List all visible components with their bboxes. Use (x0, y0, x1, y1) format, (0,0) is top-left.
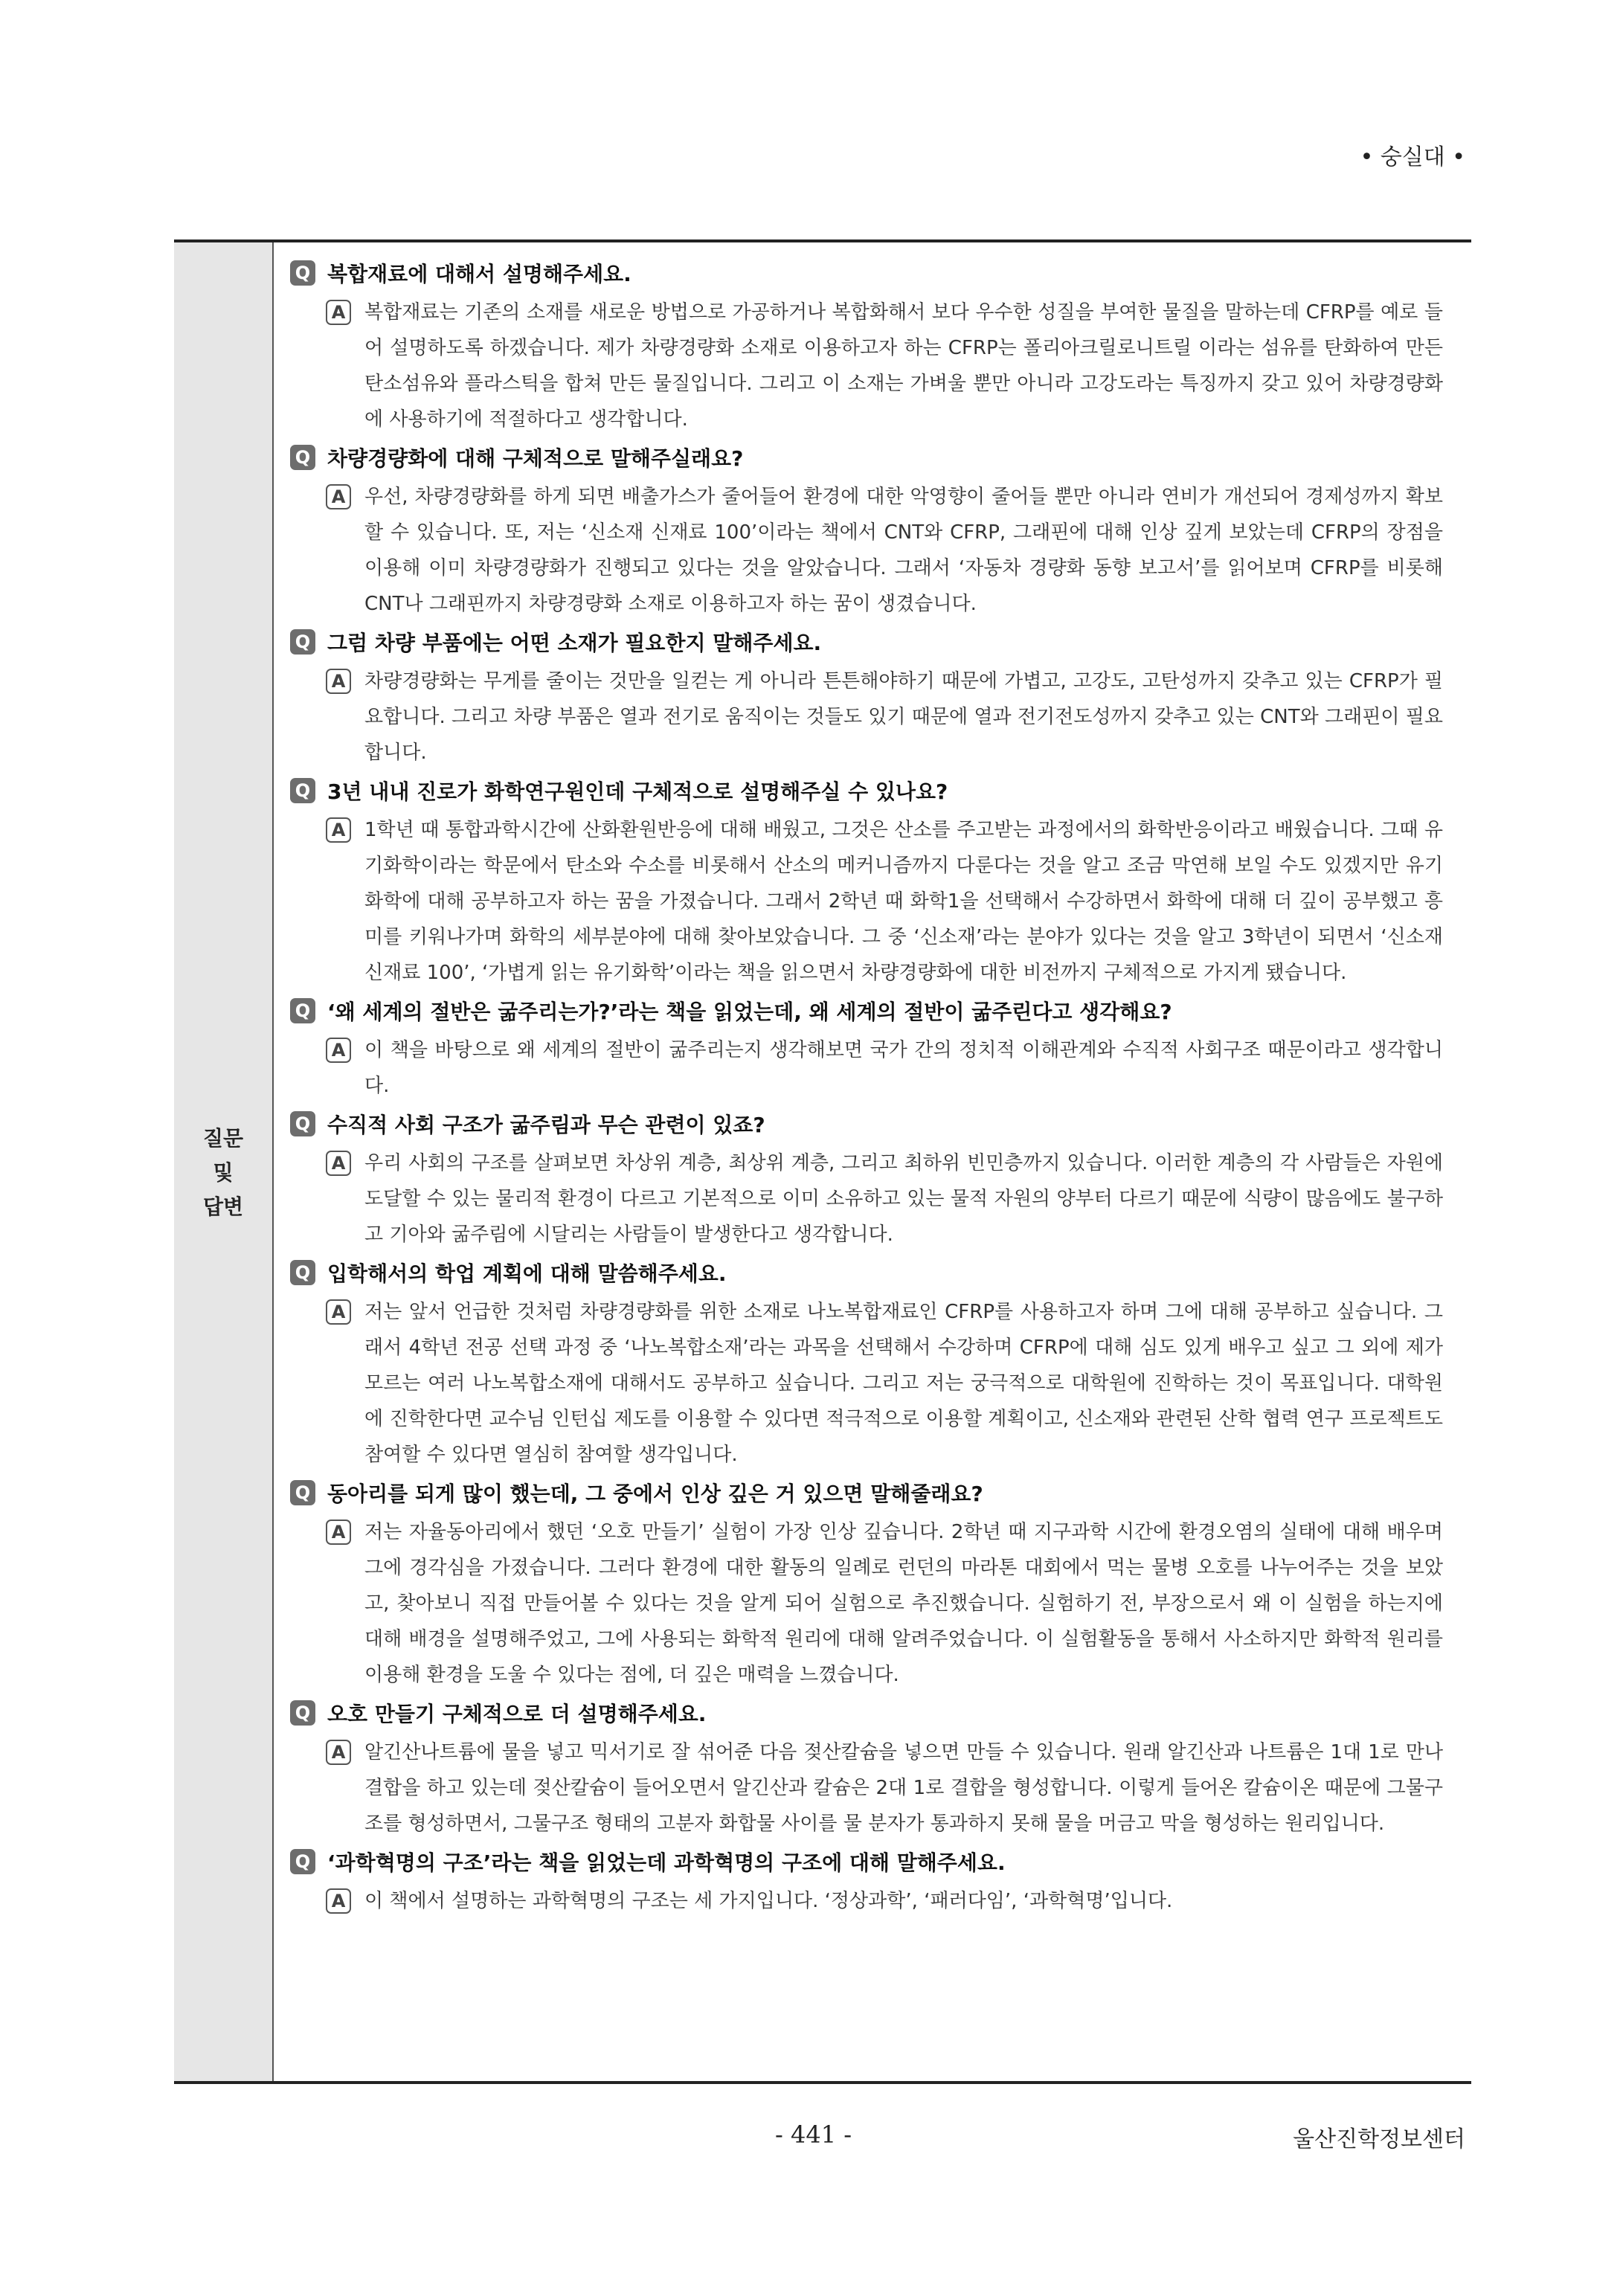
answer-row (326, 1883, 1458, 1919)
question-row (290, 1476, 1458, 1510)
question-row (290, 1255, 1458, 1290)
question-text: 복합재료에 대해서 설명해주세요. (327, 262, 631, 286)
footer-center-name: 울산진학정보센터 (1293, 2126, 1465, 2152)
question-row (290, 774, 1458, 808)
question-text: 그럼 차량 부품에는 어떤 소재가 필요한지 말해주세요. (327, 631, 822, 655)
answer-row (326, 1294, 1458, 1473)
question-badge: Q (290, 1849, 315, 1874)
question-badge: Q (290, 1480, 315, 1505)
answer-text: 이 책에서 설명하는 과학혁명의 구조는 세 가지입니다. ‘정상과학’, ‘패러다임’, ‘과학혁명’입니다. (364, 1890, 1173, 1912)
answer-badge: A (326, 300, 351, 325)
answer-text: 차량경량화는 무게를 줄이는 것만을 일컫는 게 아니라 튼튼해야하기 때문에 가볍고, 고강도, 고탄성까지 갖추고 있는 CFRP가 필요합니다. 그리고 차량 부품은 열과 전기로 움직이는 것들도 있기 때문에 열과 전기전도성까지 갖추고 있는 CNT와 그래핀이 필요합니다. (364, 670, 1443, 764)
question-text: 차량경량화에 대해 구체적으로 말해주실래요? (327, 446, 744, 471)
section-label: 질문 및 답변 (202, 1126, 244, 1219)
answer-text: 이 책을 바탕으로 왜 세계의 절반이 굶주리는지 생각해보면 국가 간의 정치적 이해관계와 수직적 사회구조 때문이라고 생각합니다. (364, 1039, 1443, 1097)
answer-text: 우선, 차량경량화를 하게 되면 배출가스가 줄어들어 환경에 대한 악영향이 줄어들 뿐만 아니라 연비가 개선되어 경제성까지 확보할 수 있습니다. 또, 저는 ‘신소재 신재료 100’이라는 책에서 CNT와 CFRP, 그래핀에 대해 인상 깊게 보았는데 CFRP의 장점을 이용해 이미 차량경량화가 진행되고 있다는 것을 알았습니다. 그래서 ‘자동차 경량화 동향 보고서’를 읽어보며 CFRP를 비롯해 CNT나 그래핀까지 차량경량화 소재로 이용하고자 하는 꿈이 생겼습니다. (364, 486, 1443, 615)
answer-badge: A (326, 1038, 351, 1063)
question-row (290, 994, 1458, 1028)
qa-table (174, 239, 1471, 2084)
answer-text: 저는 자율동아리에서 했던 ‘오호 만들기’ 실험이 가장 인상 깊습니다. 2학년 때 지구과학 시간에 환경오염의 실태에 대해 배우며 그에 경각심을 가졌습니다. 그러다 환경에 대한 활동의 일례로 런던의 마라톤 대회에서 먹는 물병 오호를 나누어주는 것을 보았고, 찾아보니 직접 만들어볼 수 있다는 것을 알게 되어 실험으로 추진했습니다. 실험하기 전, 부장으로서 왜 이 실험을 하는지에 대해 배경을 설명해주었고, 그에 사용되는 화학적 원리에 대해 알려주었습니다. 이 실험활동을 통해서 사소하지만 화학적 원리를 이용해 환경을 도울 수 있다는 점에, 더 깊은 매력을 느꼈습니다. (364, 1521, 1443, 1686)
answer-row (326, 812, 1458, 991)
question-row (290, 1107, 1458, 1141)
answer-badge: A (326, 484, 351, 509)
answer-row (326, 1734, 1458, 1842)
question-row (290, 256, 1458, 290)
question-text: 오호 만들기 구체적으로 더 설명해주세요. (327, 1702, 707, 1726)
question-badge: Q (290, 778, 315, 803)
answer-text: 1학년 때 통합과학시간에 산화환원반응에 대해 배웠고, 그것은 산소를 주고받는 과정에서의 화학반응이라고 배웠습니다. 그때 유기화학이라는 학문에서 탄소와 수소를 비롯해서 산소의 메커니즘까지 다룬다는 것을 알고 조금 막연해 보일 수도 있겠지만 유기화학에 대해 공부하고자 하는 꿈을 가졌습니다. 그래서 2학년 때 화학1을 선택해서 수강하면서 화학에 대해 더 깊이 공부했고 흥미를 키워나가며 화학의 세부분야에 대해 찾아보았습니다. 그 중 ‘신소재’라는 분야가 있다는 것을 알고 3학년이 되면서 ‘신소재 신재료 100’, ‘가볍게 읽는 유기화학’이라는 책을 읽으면서 차량경량화에 대한 비전까지 구체적으로 가지게 됐습니다. (364, 819, 1443, 984)
answer-text: 복합재료는 기존의 소재를 새로운 방법으로 가공하거나 복합화해서 보다 우수한 성질을 부여한 물질을 말하는데 CFRP를 예로 들어 설명하도록 하겠습니다. 제가 차량경량화 소재로 이용하고자 하는 CFRP는 폴리아크릴로니트릴 이라는 섬유를 탄화하여 만든 탄소섬유와 플라스틱을 합쳐 만든 물질입니다. 그리고 이 소재는 가벼울 뿐만 아니라 고강도라는 특징까지 갖고 있어 차량경량화에 사용하기에 적절하다고 생각합니다. (364, 301, 1443, 431)
question-text: ‘왜 세계의 절반은 굶주리는가?’라는 책을 읽었는데, 왜 세계의 절반이 굶주린다고 생각해요? (327, 1000, 1172, 1024)
question-text: 입학해서의 학업 계획에 대해 말씀해주세요. (327, 1261, 727, 1286)
answer-badge: A (326, 1740, 351, 1765)
answer-row (326, 295, 1458, 437)
qa-content (274, 242, 1471, 2081)
header-school-name: • 숭실대 • (1360, 144, 1465, 170)
answer-row (326, 1514, 1458, 1693)
question-row (290, 440, 1458, 475)
question-text: ‘과학혁명의 구조’라는 책을 읽었는데 과학혁명의 구조에 대해 말해주세요. (327, 1850, 1006, 1875)
answer-row (326, 479, 1458, 622)
question-text: 수직적 사회 구조가 굶주림과 무슨 관련이 있죠? (327, 1113, 765, 1137)
answer-badge: A (326, 817, 351, 843)
question-row (290, 1696, 1458, 1730)
question-badge: Q (290, 260, 315, 286)
question-text: 동아리를 되게 많이 했는데, 그 중에서 인상 깊은 거 있으면 말해줄래요? (327, 1482, 983, 1506)
answer-badge: A (326, 669, 351, 694)
answer-row (326, 1145, 1458, 1252)
question-row (290, 1845, 1458, 1879)
section-label-cell (174, 242, 274, 2081)
question-badge: Q (290, 629, 315, 655)
answer-badge: A (326, 1520, 351, 1545)
question-badge: Q (290, 1700, 315, 1726)
question-text: 3년 내내 진로가 화학연구원인데 구체적으로 설명해주실 수 있나요? (327, 779, 948, 804)
question-row (290, 625, 1458, 659)
question-badge: Q (290, 445, 315, 470)
question-badge: Q (290, 998, 315, 1023)
question-badge: Q (290, 1260, 315, 1285)
question-badge: Q (290, 1111, 315, 1136)
answer-badge: A (326, 1299, 351, 1325)
answer-row (326, 663, 1458, 771)
answer-text: 우리 사회의 구조를 살펴보면 차상위 계층, 최상위 계층, 그리고 최하위 빈민층까지 있습니다. 이러한 계층의 각 사람들은 자원에 도달할 수 있는 물리적 환경이 다르고 기본적으로 이미 소유하고 있는 물적 자원의 양부터 다르기 때문에 식량이 많음에도 불구하고 기아와 굶주림에 시달리는 사람들이 발생한다고 생각합니다. (364, 1152, 1443, 1246)
answer-badge: A (326, 1151, 351, 1176)
page-number: - 441 - (775, 2120, 852, 2149)
answer-text: 알긴산나트륨에 물을 넣고 믹서기로 잘 섞어준 다음 젖산칼슘을 넣으면 만들 수 있습니다. 원래 알긴산과 나트륨은 1대 1로 만나 결합을 하고 있는데 젖산칼슘이 들어오면서 알긴산과 칼슘은 2대 1로 결합을 형성합니다. 이렇게 들어온 칼슘이온 때문에 그물구조를 형성하면서, 그물구조 형태의 고분자 화합물 사이를 물 분자가 통과하지 못해 물을 머금고 막을 형성하는 원리입니다. (364, 1741, 1443, 1835)
answer-text: 저는 앞서 언급한 것처럼 차량경량화를 위한 소재로 나노복합재료인 CFRP를 사용하고자 하며 그에 대해 공부하고 싶습니다. 그래서 4학년 전공 선택 과정 중 ‘나노복합소재’라는 과목을 선택해서 수강하며 CFRP에 대해 심도 있게 배우고 싶고 그 외에 제가 모르는 여러 나노복합소재에 대해서도 공부하고 싶습니다. 그리고 저는 궁극적으로 대학원에 진학하는 것이 목표입니다. 대학원에 진학한다면 교수님 인턴십 제도를 이용할 수 있다면 적극적으로 이용할 계획이고, 신소재와 관련된 산학 협력 연구 프로젝트도 참여할 수 있다면 열심히 참여할 생각입니다. (364, 1301, 1443, 1466)
answer-badge: A (326, 1888, 351, 1914)
answer-row (326, 1032, 1458, 1104)
